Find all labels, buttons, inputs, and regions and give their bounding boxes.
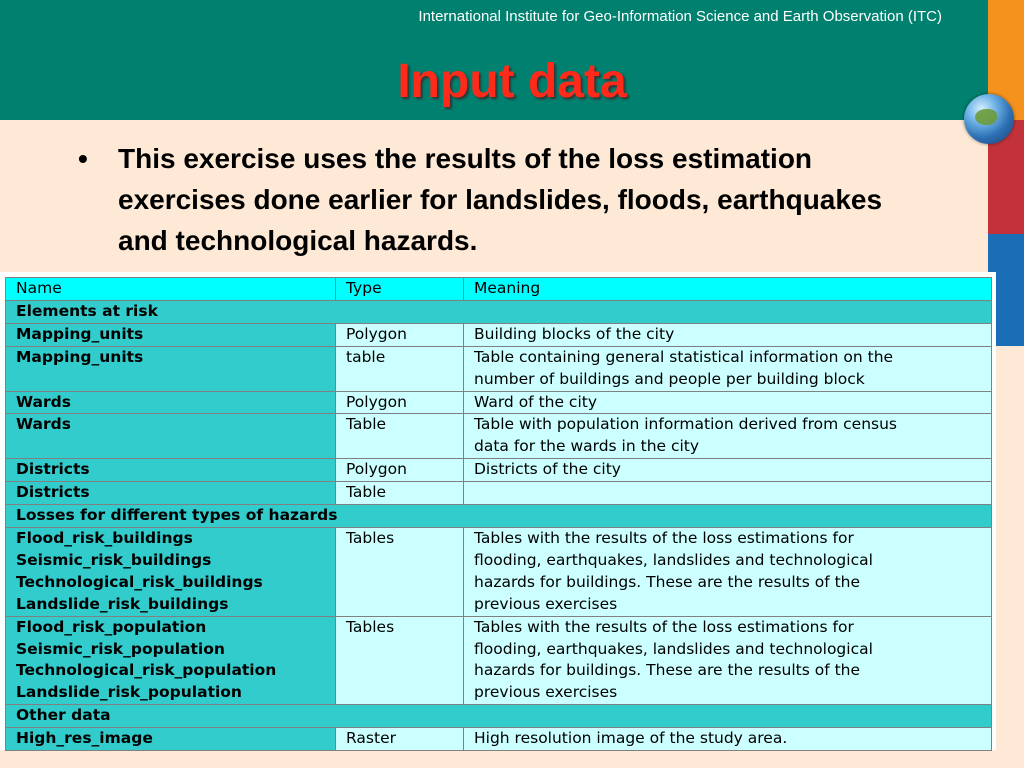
cell-meaning [464, 728, 992, 751]
cell-meaning [464, 616, 992, 705]
cell-type: Tables [336, 527, 464, 616]
cell-type: Table [336, 414, 464, 459]
cell-meaning [464, 414, 992, 459]
meaning-line: Building blocks of the city [474, 324, 675, 343]
name-line: Districts [16, 483, 90, 502]
cell-meaning [464, 391, 992, 414]
meaning-line: hazards for buildings. These are the results of the [474, 572, 861, 591]
cell-name [6, 616, 336, 705]
meaning-line: Districts of the city [474, 460, 621, 479]
section-row [6, 705, 992, 728]
meaning-line: Tables with the results of the loss estimations for [474, 528, 854, 547]
column-header-name: Name [6, 278, 336, 301]
meaning-line: previous exercises [474, 594, 618, 613]
meaning-line: Table containing general statistical information on the [474, 347, 894, 366]
cell-meaning [464, 482, 992, 505]
table-row [6, 616, 992, 705]
bullet-marker: • [78, 143, 88, 174]
cell-meaning [464, 459, 992, 482]
meaning-line: hazards for buildings. These are the results of the [474, 661, 861, 680]
table-row [6, 323, 992, 346]
meaning-line: number of buildings and people per building block [474, 369, 865, 388]
input-data-table [5, 277, 992, 751]
cell-meaning [464, 527, 992, 616]
meaning-line: flooding, earthquakes, landslides and technological [474, 639, 873, 658]
cell-name [6, 459, 336, 482]
cell-meaning [464, 323, 992, 346]
cell-name [6, 346, 336, 391]
name-line: Wards [16, 392, 71, 411]
table-row [6, 414, 992, 459]
cell-name [6, 391, 336, 414]
table-row [6, 527, 992, 616]
cell-type: Polygon [336, 459, 464, 482]
table-header-row [6, 278, 992, 301]
globe-icon [964, 94, 1014, 144]
name-line: High_res_image [16, 729, 153, 748]
section-label: Losses for different types of hazards [6, 505, 992, 528]
name-line: Mapping_units [16, 324, 144, 343]
institute-name: International Institute for Geo-Information Science and Earth Observation (ITC) [418, 8, 942, 25]
name-line: Technological_risk_population [16, 661, 277, 680]
input-data-table-container [0, 272, 996, 750]
cell-type: Tables [336, 616, 464, 705]
name-line: Landslide_risk_buildings [16, 594, 229, 613]
section-row [6, 300, 992, 323]
cell-name [6, 323, 336, 346]
table-row [6, 482, 992, 505]
cell-type: Table [336, 482, 464, 505]
cell-meaning [464, 346, 992, 391]
table-row [6, 346, 992, 391]
section-label: Other data [6, 705, 992, 728]
section-row [6, 505, 992, 528]
meaning-line: Ward of the city [474, 392, 598, 411]
name-line: Technological_risk_buildings [16, 572, 263, 591]
name-line: Flood_risk_population [16, 617, 207, 636]
meaning-line: data for the wards in the city [474, 437, 700, 456]
cell-type: Raster [336, 728, 464, 751]
cell-type: table [336, 346, 464, 391]
meaning-line: flooding, earthquakes, landslides and technological [474, 550, 873, 569]
meaning-line: High resolution image of the study area. [474, 729, 788, 748]
column-header-type: Type [336, 278, 464, 301]
table-row [6, 391, 992, 414]
name-line: Seismic_risk_population [16, 639, 225, 658]
cell-name [6, 482, 336, 505]
section-label: Elements at risk [6, 300, 992, 323]
cell-name [6, 728, 336, 751]
meaning-line: previous exercises [474, 683, 618, 702]
cell-type: Polygon [336, 391, 464, 414]
meaning-line: Tables with the results of the loss estimations for [474, 617, 854, 636]
name-line: Flood_risk_buildings [16, 528, 193, 547]
name-line: Wards [16, 415, 71, 434]
name-line: Mapping_units [16, 347, 144, 366]
slide-title: Input data [397, 55, 627, 108]
table-row [6, 728, 992, 751]
meaning-line: Table with population information derived from census [474, 415, 897, 434]
bullet-text: This exercise uses the results of the loss estimation exercises done earlier for landslides, floods, earthquakes and technological hazards. [118, 143, 883, 256]
column-header-meaning: Meaning [464, 278, 992, 301]
name-line: Districts [16, 460, 90, 479]
cell-name [6, 527, 336, 616]
name-line: Seismic_risk_buildings [16, 550, 212, 569]
cell-type: Polygon [336, 323, 464, 346]
name-line: Landslide_risk_population [16, 683, 242, 702]
cell-name [6, 414, 336, 459]
table-row [6, 459, 992, 482]
